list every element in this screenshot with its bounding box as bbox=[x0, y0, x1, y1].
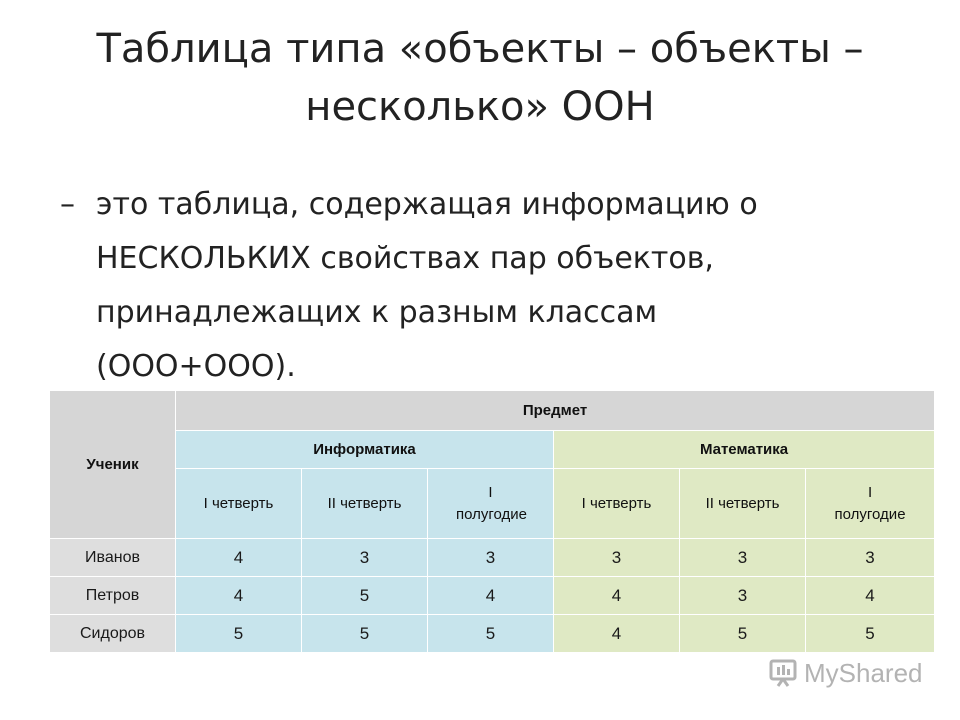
slide-title-line-1: Таблица типа «объекты – объекты – bbox=[96, 26, 864, 72]
period-header: II четверть bbox=[302, 469, 428, 539]
student-name: Сидоров bbox=[50, 615, 176, 653]
myshared-watermark bbox=[768, 655, 923, 691]
grade-cell: 5 bbox=[176, 615, 302, 653]
period-header: I четверть bbox=[176, 469, 302, 539]
definition-text bbox=[60, 178, 900, 394]
grade-cell: 4 bbox=[806, 577, 935, 615]
presentation-icon bbox=[768, 658, 798, 688]
grades-table bbox=[49, 390, 935, 653]
grade-cell: 3 bbox=[806, 539, 935, 577]
subject-header: Предмет bbox=[176, 391, 935, 431]
grade-cell: 3 bbox=[554, 539, 680, 577]
grade-cell: 4 bbox=[176, 539, 302, 577]
period-header: II четверть bbox=[680, 469, 806, 539]
definition-line-4: (ООО+ООО). bbox=[96, 349, 296, 384]
table-row bbox=[50, 539, 935, 577]
definition-line-2: НЕСКОЛЬКИХ свойствах пар объектов, bbox=[96, 241, 714, 276]
slide-title bbox=[40, 20, 920, 136]
grade-cell: 5 bbox=[302, 577, 428, 615]
grade-cell: 4 bbox=[176, 577, 302, 615]
student-name: Иванов bbox=[50, 539, 176, 577]
table-row bbox=[50, 577, 935, 615]
period-header: I полугодие bbox=[428, 469, 554, 539]
grade-cell: 3 bbox=[428, 539, 554, 577]
table-row bbox=[50, 615, 935, 653]
watermark-text: MyShared bbox=[804, 657, 923, 688]
grade-cell: 5 bbox=[302, 615, 428, 653]
definition-dash: – bbox=[60, 187, 75, 222]
student-column-header: Ученик bbox=[50, 391, 176, 539]
definition-line-3: принадлежащих к разным классам bbox=[96, 295, 658, 330]
slide-title-line-2: несколько» ООН bbox=[305, 84, 655, 130]
grade-cell: 3 bbox=[680, 539, 806, 577]
period-header: I полугодие bbox=[806, 469, 935, 539]
grade-cell: 4 bbox=[428, 577, 554, 615]
grade-cell: 5 bbox=[428, 615, 554, 653]
grade-cell: 4 bbox=[554, 615, 680, 653]
grade-cell: 5 bbox=[806, 615, 935, 653]
subject-mathematics-header: Математика bbox=[554, 431, 935, 469]
definition-line-1: это таблица, содержащая информацию о bbox=[96, 187, 758, 222]
grade-cell: 5 bbox=[680, 615, 806, 653]
grade-cell: 3 bbox=[680, 577, 806, 615]
student-name: Петров bbox=[50, 577, 176, 615]
grade-cell: 4 bbox=[554, 577, 680, 615]
period-header: I четверть bbox=[554, 469, 680, 539]
grade-cell: 3 bbox=[302, 539, 428, 577]
subject-informatics-header: Информатика bbox=[176, 431, 554, 469]
